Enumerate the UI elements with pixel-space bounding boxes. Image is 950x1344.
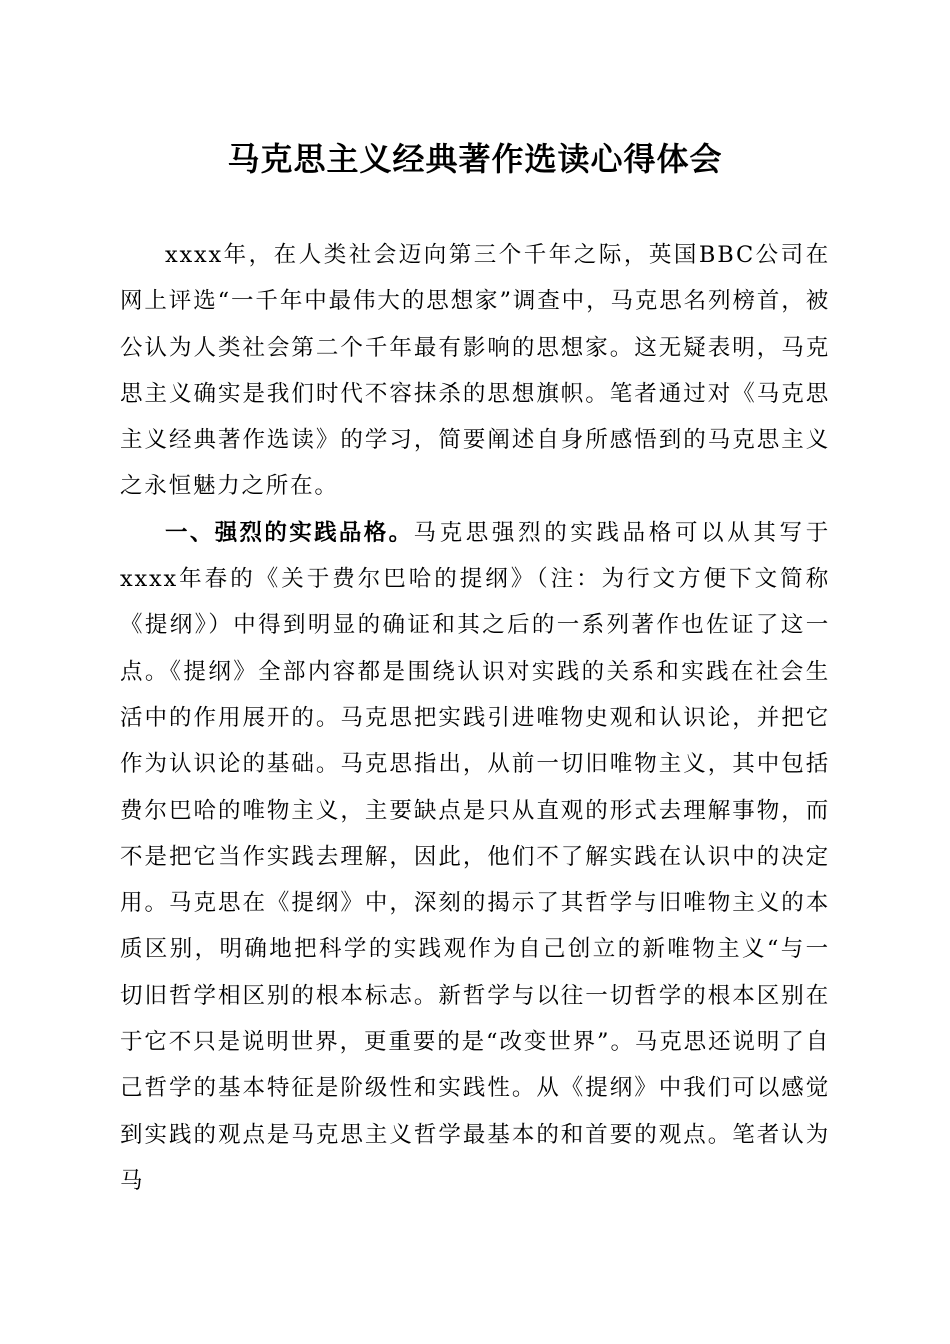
paragraph-intro (120, 232, 830, 510)
paragraph-practice-text: 马克思强烈的实践品格可以从其写于xxxx年春的《关于费尔巴哈的提纲》（注：为行文方便下文简称《提纲》）中得到明显的确证和其之后的一系列著作也佐证了这一点。《提纲》全部内容都是围绕认识对实践的关系和实践在社会生活中的作用展开的。马克思把实践引进唯物史观和认识论，并把它作为认识论的基础。马克思指出，从前一切旧唯物主义，其中包括费尔巴哈的唯物主义，主要缺点是只从直观的形式去理解事物，而不是把它当作实践去理解，因此，他们不了解实践在认识中的决定用。马克思在《提纲》中，深刻的揭示了其哲学与旧唯物主义的本质区别，明确地把科学的实践观作为自己创立的新唯物主义“与一切旧哲学相区别的根本标志。新哲学与以往一切哲学的根本区别在于它不只是说明世界，更重要的是“改变世界”。马克思还说明了自己哲学的基本特征是阶级性和实践性。从《提纲》中我们可以感觉到实践的观点是马克思主义哲学最基本的和首要的观点。笔者认为马 (120, 519, 830, 1194)
paragraph-intro-text: xxxx年，在人类社会迈向第三个千年之际，英国BBC公司在网上评选“一千年中最伟大的思想家”调查中，马克思名列榜首，被公认为人类社会第二个千年最有影响的思想家。这无疑表明，马克思主义确实是我们时代不容抹杀的思想旗帜。笔者通过对《马克思主义经典著作选读》的学习，简要阐述自身所感悟到的马克思主义之永恒魅力之所在。 (120, 242, 830, 500)
document-body (120, 232, 830, 1204)
paragraph-practice (120, 510, 830, 1204)
section-heading-practice: 一、强烈的实践品格。 (165, 519, 414, 546)
document-title: 马克思主义经典著作选读心得体会 (227, 140, 723, 178)
